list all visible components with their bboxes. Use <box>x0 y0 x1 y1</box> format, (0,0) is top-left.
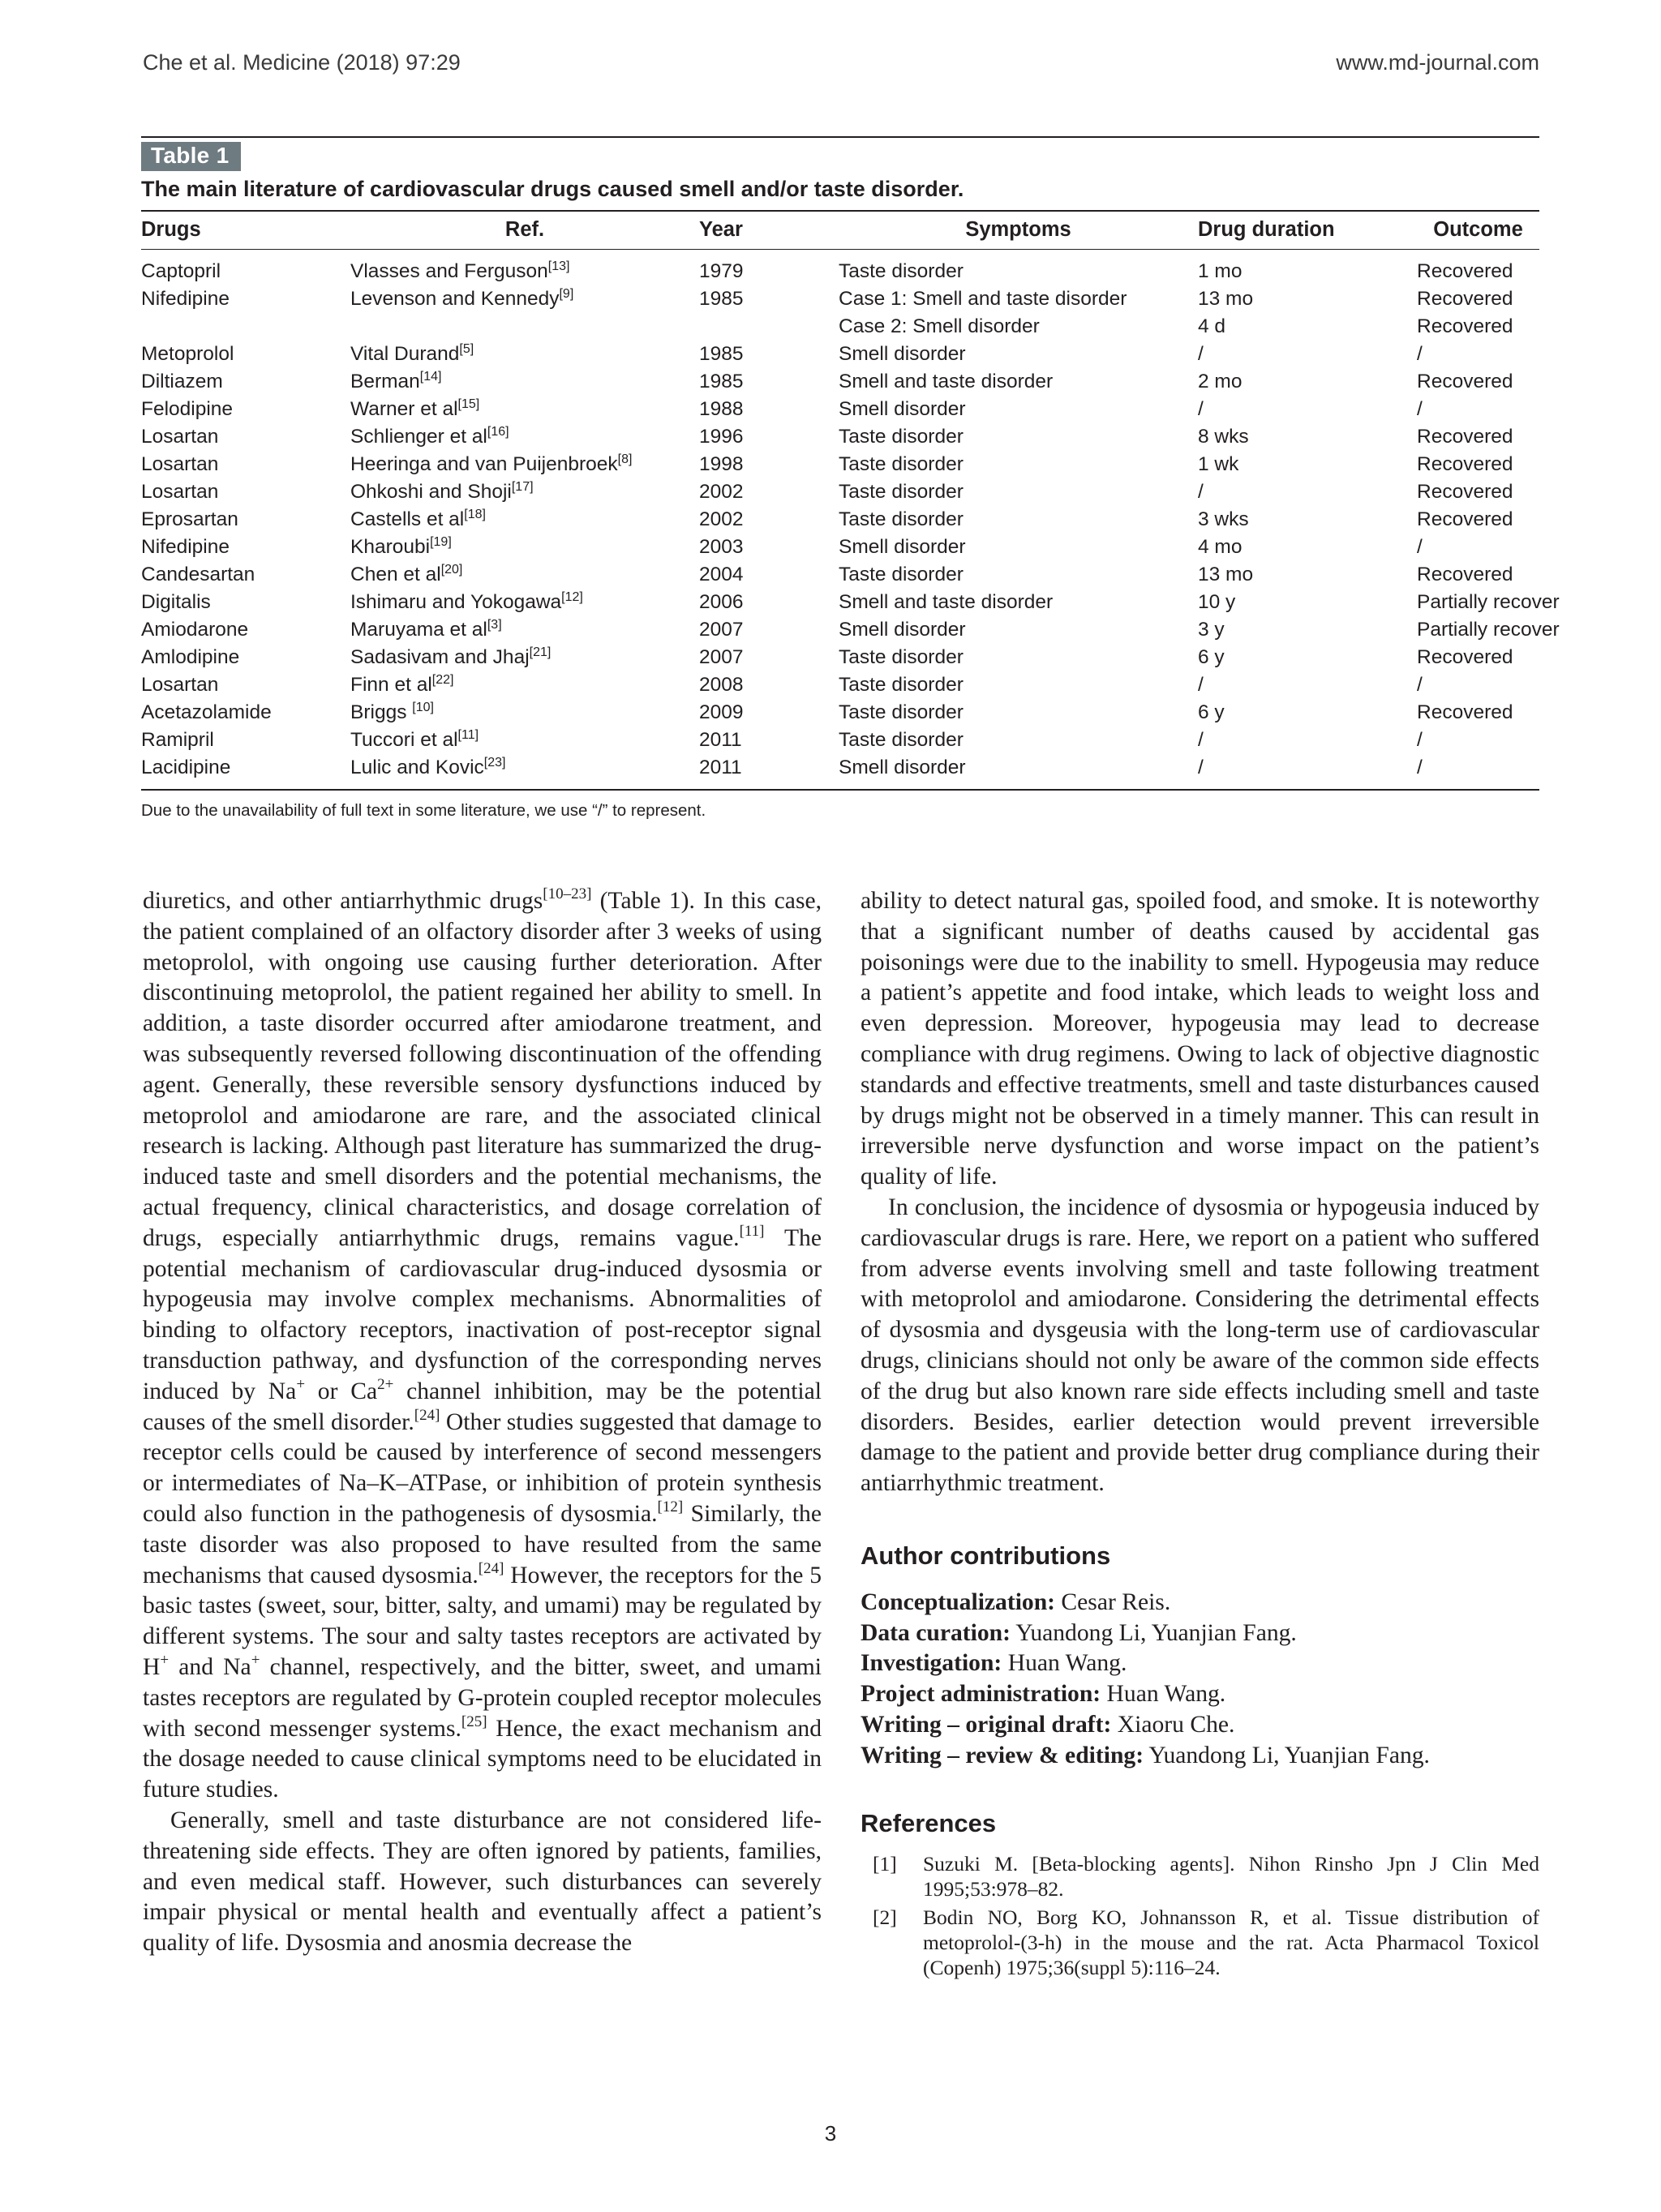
ref-author: Ishimaru and Yokogawa <box>350 591 562 613</box>
cell-duration: / <box>1198 674 1204 696</box>
body-paragraph: Generally, smell and taste disturbance are not considered life-threatening side effects. They are often ignored by patients, families, and even medical staff. However, such disturbances can severely impair physical or mental health and eventually affect a patient’s quality of life. Dysosmia and anosmia decrease the <box>143 1807 822 1957</box>
table-row <box>141 451 1539 478</box>
text-run: or Ca <box>305 1378 378 1404</box>
cell-outcome: Recovered <box>1417 371 1513 392</box>
cell-drug: Nifedipine <box>141 288 230 310</box>
right-column <box>861 886 1539 1983</box>
text-run: Other studies suggested that damage to receptor cells could be caused by interference of second messengers or intermediates of Na–K–ATPase, or inhibition of protein synthesis could also function in the pathogenesis of dysosmia. <box>143 1408 822 1527</box>
cell-duration: 1 wk <box>1198 453 1239 475</box>
contribution-line <box>861 1741 1539 1772</box>
text-run: However, the receptors for the 5 basic tastes (sweet, sour, bitter, salty, and umami) may be regulated by different systems. The sour and salty tastes receptors are activated by H <box>143 1562 822 1680</box>
text-run: The potential mechanism of cardiovascular drug-induced dysosmia or hypogeusia may involve complex mechanisms. Abnormalities of binding to olfactory receptors, inactivation of post-receptor signal transduction pathway, and dysfunction of the corresponding nerves induced by Na <box>143 1224 822 1404</box>
table-header-row <box>141 212 1539 250</box>
cell-symptoms: Case 1: Smell and taste disorder <box>839 288 1127 310</box>
citation-superscript: [10–23] <box>543 885 592 902</box>
contribution-names: Yuandong Li, Yuanjian Fang. <box>1144 1742 1430 1768</box>
cell-symptoms: Smell disorder <box>839 343 966 365</box>
text-run: diuretics, and other antiarrhythmic drugs <box>143 888 543 914</box>
cell-year: 2006 <box>699 591 744 613</box>
cell-drug: Digitalis <box>141 591 211 613</box>
citation-superscript: + <box>296 1375 306 1393</box>
contribution-line <box>861 1618 1539 1649</box>
col-header-ref: Ref. <box>350 212 699 250</box>
table-body <box>141 250 1560 791</box>
table-row <box>141 727 1539 754</box>
ref-citation: [12] <box>561 590 583 604</box>
cell-outcome: Recovered <box>1417 426 1513 448</box>
cell-duration: / <box>1198 343 1204 365</box>
ref-author: Briggs <box>350 701 413 723</box>
contribution-names: Huan Wang. <box>1002 1650 1127 1677</box>
ref-author: Lulic and Kovic <box>350 757 484 778</box>
cell-ref <box>350 506 699 534</box>
cell-symptoms: Smell disorder <box>839 398 966 420</box>
body-paragraph: ability to detect natural gas, spoiled food, and smoke. It is noteworthy that a significant number of deaths caused by accidental gas poisonings were due to the inability to smell. Hypogeusia may reduce a patient’s appetite and food intake, which leads to weight loss and even depression. Moreover, hypogeusia may lead to decrease compliance with drug regimens. Owing to lack of objective diagnostic standards and effective treatments, smell and taste disturbances caused by drugs might not be observed in a timely manner. This can result in irreversible nerve dysfunction and worse impact on the patient’s quality of life. <box>861 888 1539 1190</box>
cell-duration: / <box>1198 729 1204 751</box>
cell-outcome: Recovered <box>1417 453 1513 475</box>
cell-year: 1996 <box>699 426 744 448</box>
table-row <box>141 423 1539 451</box>
table-row <box>141 368 1539 396</box>
cell-drug: Candesartan <box>141 564 255 585</box>
cell-symptoms: Taste disorder <box>839 260 964 282</box>
col-header-duration: Drug duration <box>1198 212 1417 250</box>
cell-year: 1988 <box>699 398 744 420</box>
contribution-names: Xiaoru Che. <box>1111 1711 1235 1738</box>
contribution-line <box>861 1710 1539 1741</box>
ref-author: Ohkoshi and Shoji <box>350 481 512 503</box>
citation-superscript: [25] <box>461 1713 487 1730</box>
cell-year: 2011 <box>699 729 742 751</box>
cell-drug: Felodipine <box>141 398 234 420</box>
table-footnote: Due to the unavailability of full text in some literature, we use “/” to represent. <box>141 801 706 820</box>
cell-symptoms: Smell disorder <box>839 536 966 558</box>
ref-citation: [16] <box>487 425 509 439</box>
cell-year: 1985 <box>699 371 744 392</box>
cell-drug: Acetazolamide <box>141 701 272 723</box>
text-run: Similarly, the taste disorder was also proposed to have resulted from the same mechanisms that caused dysosmia. <box>143 1500 822 1588</box>
cell-duration: 13 mo <box>1198 564 1254 585</box>
cell-symptoms: Taste disorder <box>839 674 964 696</box>
ref-citation: [21] <box>529 645 552 659</box>
ref-author: Kharoubi <box>350 536 431 558</box>
cell-drug: Metoprolol <box>141 343 234 365</box>
ref-citation: [19] <box>430 535 452 549</box>
cell-duration: / <box>1198 398 1204 420</box>
col-header-year: Year <box>699 212 839 250</box>
cell-drug: Losartan <box>141 453 219 475</box>
reference-text: Bodin NO, Borg KO, Johnansson R, et al. Tissue distribution of metoprolol-(3-h) in the mouse and the rat. Acta Pharmacol Toxicol (Copenh) 1975;36(suppl 5):116–24. <box>923 1905 1539 1980</box>
cell-symptoms: Smell and taste disorder <box>839 591 1054 613</box>
ref-citation: [20] <box>440 563 463 577</box>
cell-outcome: Partially recover <box>1417 591 1560 613</box>
reference-number: [2] <box>873 1905 897 1930</box>
table-row <box>141 589 1539 616</box>
table-row <box>141 616 1539 644</box>
citation-superscript: [12] <box>657 1498 684 1515</box>
ref-citation: [10] <box>412 701 434 714</box>
contribution-names: Huan Wang. <box>1101 1681 1226 1708</box>
cell-symptoms: Taste disorder <box>839 508 964 530</box>
cell-drug: Diltiazem <box>141 371 223 392</box>
cell-duration: 3 wks <box>1198 508 1249 530</box>
cell-duration: 3 y <box>1198 619 1225 641</box>
cell-year: 1985 <box>699 343 744 365</box>
cell-ref <box>350 671 699 699</box>
table-row <box>141 313 1539 341</box>
citation-superscript: + <box>251 1651 260 1669</box>
ref-citation: [8] <box>617 452 633 466</box>
body-paragraph: In conclusion, the incidence of dysosmia or hypogeusia induced by cardiovascular drugs is rare. Here, we report on a patient who suffered from adverse events involving smell and taste following treatment with metoprolol and amiodarone. Considering the detrimental effects of dysosmia and dysgeusia with the long-term use of cardiovascular drugs, clinicians should not only be aware of the common side effects of the drug but also known rare side effects including smell and taste disorders. Besides, earlier detection would prevent irreversible damage to the patient and provide better drug compliance during their antiarrhythmic treatment. <box>861 1194 1539 1497</box>
table-row <box>141 534 1539 561</box>
contribution-role: Project administration: <box>861 1681 1101 1708</box>
col-header-outcome: Outcome <box>1417 212 1539 250</box>
cell-ref <box>350 727 699 754</box>
table-row <box>141 561 1539 589</box>
cell-year: 1979 <box>699 260 744 282</box>
ref-citation: [17] <box>511 480 534 494</box>
table-row <box>141 506 1539 534</box>
cell-drug: Amlodipine <box>141 646 240 668</box>
col-header-drugs: Drugs <box>141 212 350 250</box>
table-row <box>141 671 1539 699</box>
reference-item <box>861 1905 1539 1980</box>
cell-year: 2007 <box>699 619 744 641</box>
ref-author: Vital Durand <box>350 343 460 365</box>
cell-symptoms: Taste disorder <box>839 481 964 503</box>
table-top-rule <box>141 136 1539 138</box>
ref-author: Maruyama et al <box>350 619 487 641</box>
table-row <box>141 754 1539 790</box>
cell-duration: 1 mo <box>1198 260 1243 282</box>
cell-duration: 6 y <box>1198 701 1225 723</box>
cell-ref <box>350 368 699 396</box>
cell-duration: 13 mo <box>1198 288 1254 310</box>
table-row <box>141 478 1539 506</box>
ref-author: Berman <box>350 371 420 392</box>
cell-symptoms: Smell disorder <box>839 757 966 778</box>
cell-ref <box>350 699 699 727</box>
cell-ref <box>350 754 699 790</box>
cell-drug: Lacidipine <box>141 757 231 778</box>
ref-author: Schlienger et al <box>350 426 487 448</box>
cell-outcome: Recovered <box>1417 260 1513 282</box>
running-head-url: www.md-journal.com <box>1336 50 1539 75</box>
cell-drug: Captopril <box>141 260 221 282</box>
cell-outcome: Recovered <box>1417 564 1513 585</box>
cell-duration: 2 mo <box>1198 371 1243 392</box>
table-row <box>141 396 1539 423</box>
cell-ref <box>350 423 699 451</box>
cell-year: 2011 <box>699 757 742 778</box>
cell-duration: / <box>1198 757 1204 778</box>
text-run: Hence, the exact mechanism and the dosage needed to cause clinical symptoms need to be elucidated in future studies. <box>143 1715 822 1803</box>
cell-drug <box>141 313 350 341</box>
cell-outcome: / <box>1417 536 1423 558</box>
page-number: 3 <box>824 2121 837 2146</box>
references-heading: References <box>861 1808 997 1837</box>
cell-ref <box>350 644 699 671</box>
cell-drug: Amiodarone <box>141 619 249 641</box>
cell-outcome: / <box>1417 729 1423 751</box>
cell-ref <box>350 250 699 286</box>
contribution-line <box>861 1679 1539 1710</box>
contribution-line <box>861 1648 1539 1679</box>
cell-symptoms: Case 2: Smell disorder <box>839 315 1040 337</box>
cell-outcome: Partially recover <box>1417 619 1560 641</box>
cell-duration: 8 wks <box>1198 426 1249 448</box>
left-column <box>143 886 822 1959</box>
table-1 <box>141 136 1560 821</box>
cell-drug: Nifedipine <box>141 536 230 558</box>
ref-citation: [22] <box>431 673 454 687</box>
contribution-role: Conceptualization: <box>861 1588 1056 1615</box>
text-run: (Table 1). In this case, the patient complained of an olfactory disorder after 3 weeks of using metoprolol, with ongoing use causing further deterioration. After discontinuing metoprolol, the patient regained her ability to smell. In addition, a taste disorder occurred after amiodarone treatment, and was subsequently reversed following discontinuation of the offending agent. Generally, these reversible sensory dysfunctions induced by metoprolol and amiodarone are rare, and the associated clinical research is lacking. Although past literature has summarized the drug-induced taste and smell disorders and the potential mechanisms, the actual frequency, clinical characteristics, and dosage correlation of drugs, especially antiarrhythmic drugs, remains vague. <box>143 888 822 1251</box>
cell-outcome: Recovered <box>1417 481 1513 503</box>
cell-symptoms: Taste disorder <box>839 646 964 668</box>
cell-ref <box>350 534 699 561</box>
ref-author: Heeringa and van Puijenbroek <box>350 453 618 475</box>
table-row <box>141 699 1539 727</box>
cell-duration: 10 y <box>1198 591 1236 613</box>
body-paragraph <box>143 886 822 1806</box>
ref-citation: [5] <box>459 342 474 356</box>
cell-year: 1985 <box>699 288 744 310</box>
cell-ref <box>350 396 699 423</box>
contribution-names: Yuandong Li, Yuanjian Fang. <box>1010 1619 1297 1646</box>
cell-symptoms: Taste disorder <box>839 564 964 585</box>
cell-ref <box>350 561 699 589</box>
running-head-citation: Che et al. Medicine (2018) 97:29 <box>143 50 461 75</box>
cell-symptoms: Taste disorder <box>839 729 964 751</box>
ref-author: Warner et al <box>350 398 458 420</box>
cell-symptoms: Taste disorder <box>839 426 964 448</box>
citation-superscript: [11] <box>739 1222 765 1240</box>
ref-author: Chen et al <box>350 564 441 585</box>
contribution-role: Investigation: <box>861 1650 1002 1677</box>
cell-drug: Losartan <box>141 481 219 503</box>
ref-author: Levenson and Kennedy <box>350 288 560 310</box>
ref-author: Tuccori et al <box>350 729 458 751</box>
cell-outcome: Recovered <box>1417 646 1513 668</box>
table-row <box>141 644 1539 671</box>
cell-drug: Eprosartan <box>141 508 238 530</box>
cell-year: 2002 <box>699 508 744 530</box>
citation-superscript: + <box>160 1651 170 1669</box>
reference-number: [1] <box>873 1852 897 1876</box>
cell-duration: 6 y <box>1198 646 1225 668</box>
cell-ref <box>350 589 699 616</box>
cell-ref <box>350 285 699 313</box>
contribution-line <box>861 1588 1539 1618</box>
cell-outcome: Recovered <box>1417 288 1513 310</box>
contribution-names: Cesar Reis. <box>1055 1588 1171 1615</box>
cell-ref <box>350 313 699 341</box>
references-list <box>861 1851 1539 1980</box>
cell-drug: Losartan <box>141 426 219 448</box>
ref-citation: [15] <box>457 397 480 411</box>
ref-author: Finn et al <box>350 674 432 696</box>
cell-symptoms: Smell disorder <box>839 619 966 641</box>
cell-year: 2008 <box>699 674 744 696</box>
citation-superscript: [24] <box>414 1406 440 1424</box>
cell-symptoms: Taste disorder <box>839 701 964 723</box>
cell-ref <box>350 341 699 368</box>
citation-superscript: 2+ <box>377 1375 394 1393</box>
table-row <box>141 285 1539 313</box>
contribution-role: Writing – review & editing: <box>861 1742 1144 1768</box>
cell-year: 2009 <box>699 701 744 723</box>
table-label: Table 1 <box>141 142 241 171</box>
text-run: and Na <box>169 1653 251 1680</box>
citation-superscript: [24] <box>478 1559 504 1577</box>
ref-citation: [3] <box>487 618 502 632</box>
ref-citation: [11] <box>457 728 479 742</box>
author-contributions-heading: Author contributions <box>861 1541 1111 1570</box>
cell-duration: 4 d <box>1198 315 1226 337</box>
table-row <box>141 250 1539 286</box>
cell-outcome: Recovered <box>1417 315 1513 337</box>
cell-duration: 4 mo <box>1198 536 1243 558</box>
reference-text: Suzuki M. [Beta-blocking agents]. Nihon Rinsho Jpn J Clin Med 1995;53:978–82. <box>923 1852 1539 1901</box>
ref-author: Castells et al <box>350 508 465 530</box>
cell-drug: Losartan <box>141 674 219 696</box>
author-contributions-list <box>861 1588 1539 1772</box>
cell-year: 2007 <box>699 646 744 668</box>
text-run: channel, respectively, and the bitter, sweet, and umami tastes receptors are regulated by G-protein coupled receptor molecules with second messenger systems. <box>143 1653 822 1742</box>
cell-drug: Ramipril <box>141 729 214 751</box>
cell-outcome: Recovered <box>1417 701 1513 723</box>
table-row <box>141 341 1539 368</box>
cell-outcome: / <box>1417 343 1423 365</box>
ref-author: Sadasivam and Jhaj <box>350 646 530 668</box>
ref-citation: [9] <box>559 287 574 301</box>
drug-table <box>141 212 1560 791</box>
cell-ref <box>350 451 699 478</box>
cell-year <box>699 313 839 341</box>
ref-citation: [18] <box>464 508 486 521</box>
cell-outcome: / <box>1417 674 1423 696</box>
reference-item <box>861 1851 1539 1901</box>
ref-author: Vlasses and Ferguson <box>350 260 548 282</box>
ref-citation: [14] <box>419 370 442 384</box>
cell-outcome: / <box>1417 398 1423 420</box>
cell-symptoms: Taste disorder <box>839 453 964 475</box>
col-header-symptoms: Symptoms <box>839 212 1198 250</box>
cell-ref <box>350 478 699 506</box>
cell-outcome: Recovered <box>1417 508 1513 530</box>
cell-year: 2004 <box>699 564 744 585</box>
cell-outcome: / <box>1417 757 1423 778</box>
ref-citation: [13] <box>547 259 570 273</box>
cell-duration: / <box>1198 481 1204 503</box>
cell-year: 2002 <box>699 481 744 503</box>
table-caption: The main literature of cardiovascular drugs caused smell and/or taste disorder. <box>141 177 964 201</box>
contribution-role: Writing – original draft: <box>861 1711 1112 1738</box>
cell-symptoms: Smell and taste disorder <box>839 371 1054 392</box>
ref-citation: [23] <box>483 756 506 769</box>
cell-year: 2003 <box>699 536 744 558</box>
cell-ref <box>350 616 699 644</box>
cell-year: 1998 <box>699 453 744 475</box>
contribution-role: Data curation: <box>861 1619 1011 1646</box>
text-run: channel inhibition, may be the potential causes of the smell disorder. <box>143 1378 822 1435</box>
